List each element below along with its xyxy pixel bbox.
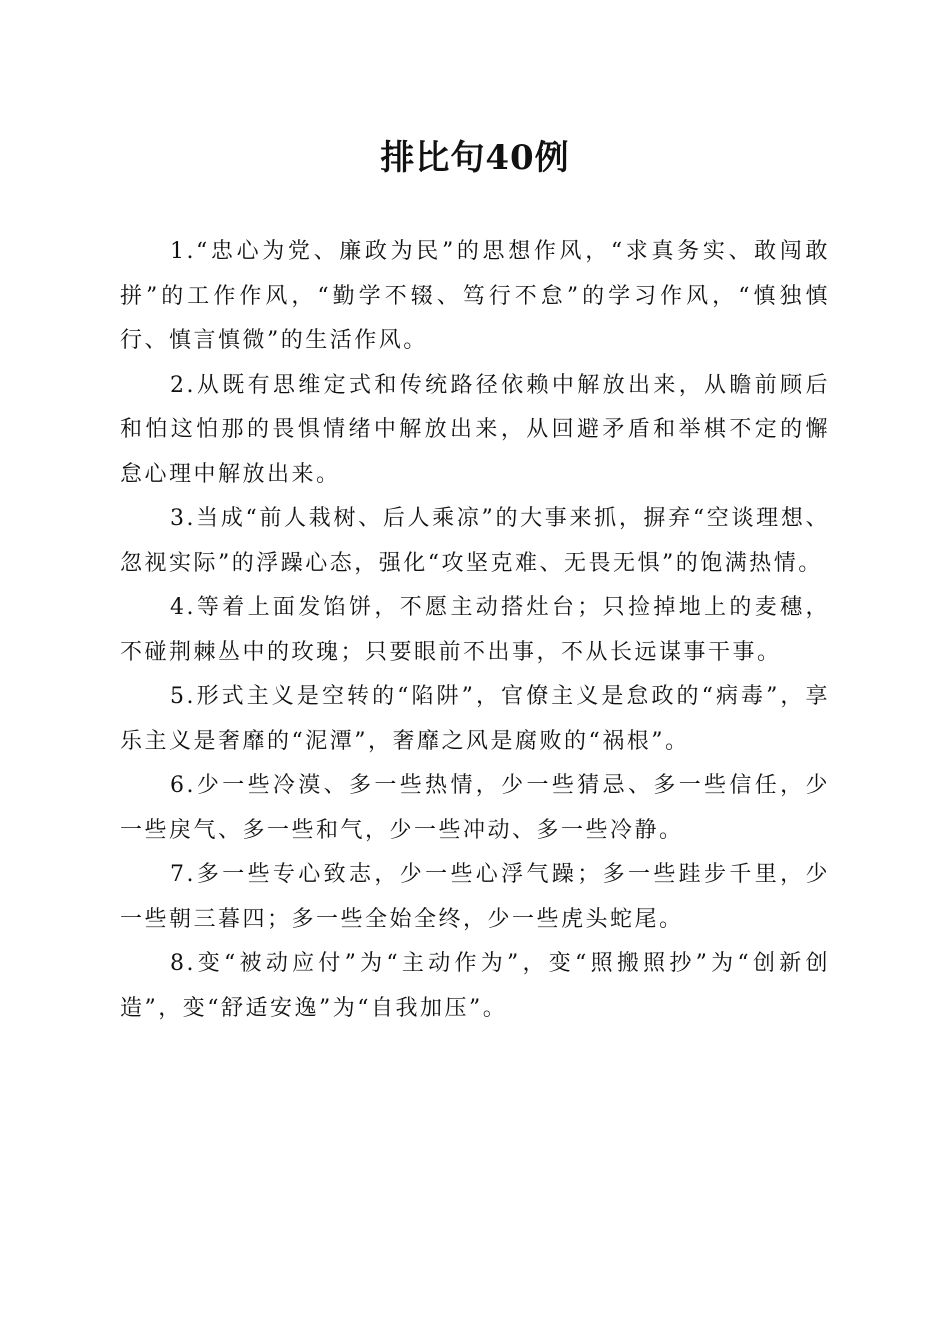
document-title: 排比句40例 — [380, 138, 570, 178]
paragraph-3: 3.当成“前人栽树、后人乘凉”的大事来抓，摒弃“空谈理想、忽视实际”的浮躁心态，强化“攻坚克难、无畏无惧”的饱满热情。 — [120, 506, 830, 576]
paragraph-5: 5.形式主义是空转的“陷阱”，官僚主义是怠政的“病毒”，享乐主义是奢靡的“泥潭”，奢靡之风是腐败的“祸根”。 — [120, 684, 830, 754]
paragraph-7: 7.多一些专心致志，少一些心浮气躁；多一些跬步千里，少一些朝三暮四；多一些全始全终，少一些虎头蛇尾。 — [120, 862, 830, 932]
paragraph-1: 1.“忠心为党、廉政为民”的思想作风，“求真务实、敢闯敢拼”的工作作风，“勤学不辍、笃行不怠”的学习作风，“慎独慎行、慎言慎微”的生活作风。 — [120, 239, 830, 353]
paragraph-4: 4.等着上面发馅饼，不愿主动搭灶台；只捡掉地上的麦穗，不碰荆棘丛中的玫瑰；只要眼前不出事，不从长远谋事干事。 — [120, 595, 830, 665]
paragraph-8: 8.变“被动应付”为“主动作为”，变“照搬照抄”为“创新创造”，变“舒适安逸”为“自我加压”。 — [120, 951, 830, 1021]
paragraph-2: 2.从既有思维定式和传统路径依赖中解放出来，从瞻前顾后和怕这怕那的畏惧情绪中解放出来，从回避矛盾和举棋不定的懈怠心理中解放出来。 — [120, 372, 830, 487]
document-body — [120, 230, 830, 1031]
paragraph-6: 6.少一些冷漠、多一些热情，少一些猜忌、多一些信任，少一些戾气、多一些和气，少一些冲动、多一些冷静。 — [120, 773, 830, 843]
